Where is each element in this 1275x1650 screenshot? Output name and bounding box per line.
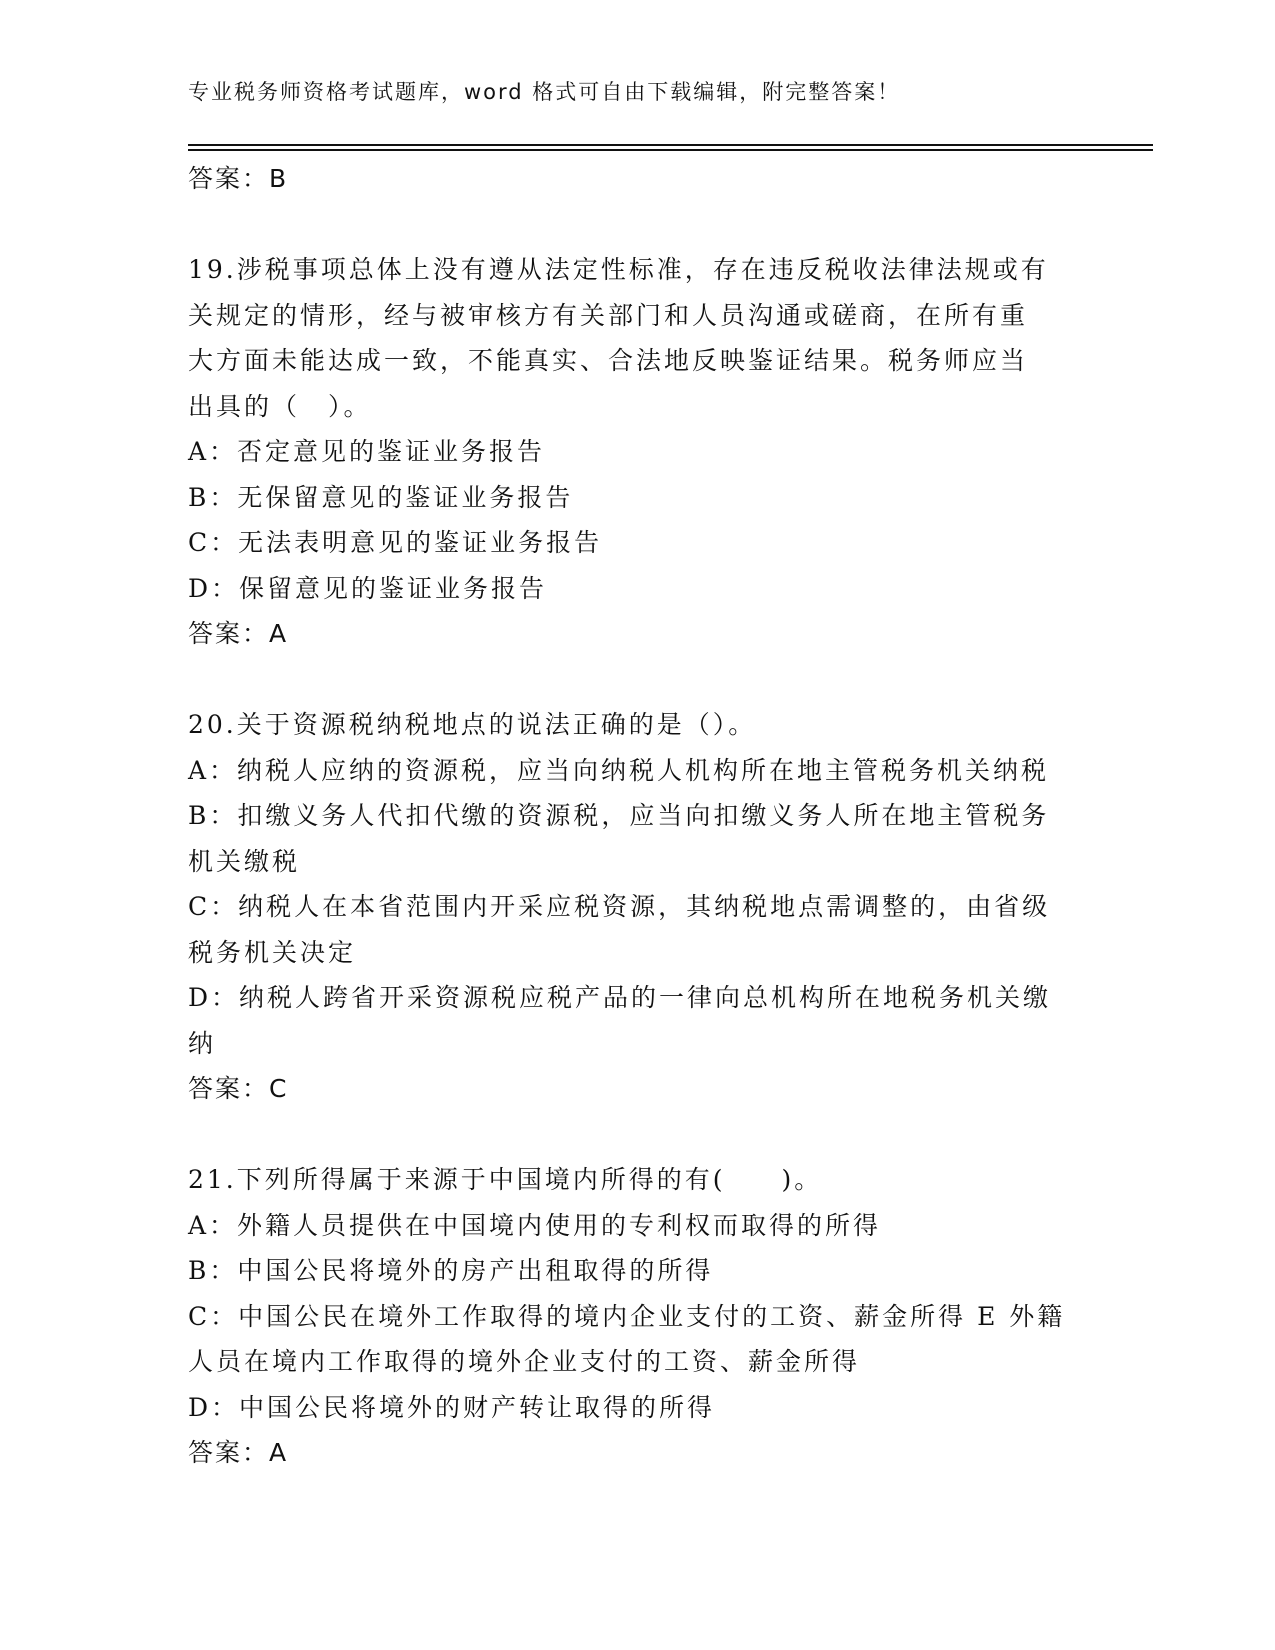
option-a: A：否定意见的鉴证业务报告: [188, 437, 546, 466]
header-rule-top: [188, 144, 1153, 146]
answer: 答案：C: [188, 1074, 289, 1103]
spacer: [188, 202, 1088, 248]
page-header: 专业税务师资格考试题库，word 格式可自由下载编辑，附完整答案！: [188, 80, 901, 104]
question-21: [188, 1157, 1088, 1476]
question-content: [188, 156, 1088, 1476]
question-text-line: 21.下列所得属于来源于中国境内所得的有( )。: [188, 1165, 823, 1194]
question-text-line: 关规定的情形，经与被审核方有关部门和人员沟通或磋商，在所有重: [188, 300, 1029, 330]
question-19: [188, 247, 1088, 657]
header-rule-bottom: [188, 149, 1153, 151]
previous-answer: 答案：B: [188, 164, 289, 193]
option-d: D：保留意见的鉴证业务报告: [188, 573, 548, 603]
question-text-line: 19.涉税事项总体上没有遵从法定性标准，存在违反税收法律法规或有: [188, 255, 1049, 284]
option-d-continued: 纳: [188, 1028, 217, 1058]
spacer: [188, 657, 1088, 703]
question-20: [188, 702, 1088, 1112]
option-b: B：扣缴义务人代扣代缴的资源税，应当向扣缴义务人所在地主管税务: [188, 801, 1050, 830]
option-a: A：纳税人应纳的资源税，应当向纳税人机构所在地主管税务机关纳税: [188, 755, 1050, 785]
option-c-continued: 人员在境内工作取得的境外企业支付的工资、薪金所得: [188, 1347, 861, 1376]
option-d: D：纳税人跨省开采资源税应税产品的一律向总机构所在地税务机关缴: [188, 983, 1052, 1012]
option-c: C：纳税人在本省范围内开采应税资源，其纳税地点需调整的，由省级: [188, 892, 1051, 921]
answer: 答案：A: [188, 619, 289, 648]
option-d: D：中国公民将境外的财产转让取得的所得: [188, 1392, 716, 1422]
option-c-continued: 税务机关决定: [188, 937, 357, 967]
option-c: C：无法表明意见的鉴证业务报告: [188, 528, 603, 557]
question-text-line: 出具的（ ）。: [188, 391, 372, 421]
option-a: A：外籍人员提供在中国境内使用的专利权而取得的所得: [188, 1210, 882, 1240]
option-b: B：无保留意见的鉴证业务报告: [188, 482, 574, 512]
answer: 答案：A: [188, 1438, 289, 1467]
option-b-continued: 机关缴税: [188, 846, 301, 876]
option-b: B：中国公民将境外的房产出租取得的所得: [188, 1256, 714, 1285]
question-text-line: 20.关于资源税纳税地点的说法正确的是（）。: [188, 710, 757, 739]
spacer: [188, 1112, 1088, 1158]
option-c: C：中国公民在境外工作取得的境内企业支付的工资、薪金所得 E 外籍: [188, 1301, 1066, 1331]
question-text-line: 大方面未能达成一致，不能真实、合法地反映鉴证结果。税务师应当: [188, 346, 1029, 375]
